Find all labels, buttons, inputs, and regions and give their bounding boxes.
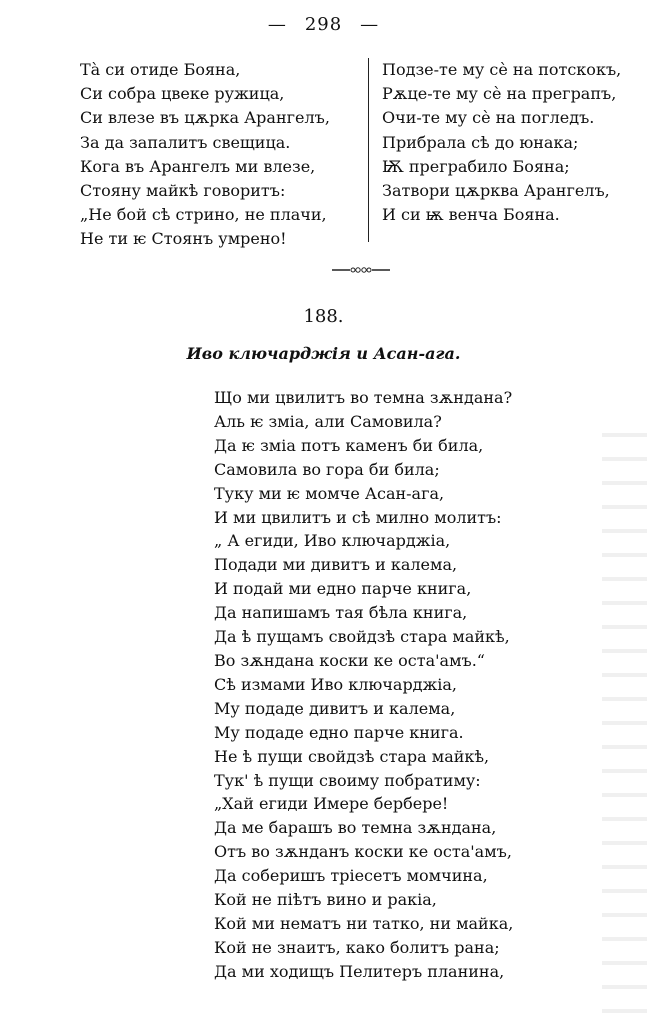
verse-line: И подай ми едно парче книга, [214, 579, 472, 599]
verse-line: Да напишамъ тая бѣла книга, [214, 603, 468, 623]
verse-line: Тук' ѣ пущи своиму побратиму: [214, 770, 481, 790]
verse-line: Подади ми дивитъ и калема, [214, 555, 458, 575]
verse-line: „Хай егиди Имере бербере! [214, 794, 449, 814]
verse-line: Кога въ Арангелъ ми влезе, [80, 156, 316, 176]
column-divider [368, 58, 369, 242]
verse-line: Рѫце-те му сѐ на преграпъ, [382, 84, 617, 104]
verse-line: „ А егиди, Иво ключарджiа, [214, 531, 451, 551]
verse-line: Му подаде дивитъ и калема, [214, 698, 456, 718]
verse-line: Самовила во гора би била; [214, 459, 440, 479]
verse-line: Си влезе въ цѫрка Арангелъ, [80, 108, 330, 128]
poem-title: Иво ключарджія и Асан-ага. [186, 344, 461, 363]
poem-number: 188. [303, 306, 344, 327]
verse-line: За да запалитъ свещица. [80, 132, 291, 152]
verse-line: Ѭ преграбило Бояна; [382, 156, 570, 176]
dash-left: — [267, 14, 287, 35]
verse-line: Затвори цѫрква Арангелъ, [382, 181, 610, 201]
verse-line: Да ѣ пущамъ свойдзѣ стара майкѣ, [214, 627, 510, 647]
verse-line: Да ми ходищъ Пелитеръ планина, [214, 961, 505, 981]
verse-line: Да ѥ змiа потъ каменъ би била, [214, 435, 484, 455]
verse-line: И си ѭ венча Бояна. [382, 205, 560, 225]
verse-line: Отъ во зѫнданъ коски ке оста'амъ, [214, 842, 512, 862]
verse-line: Си собра цвеке ружица, [80, 84, 285, 104]
verse-line: Що ми цвилитъ во темна зѫндана? [214, 388, 513, 407]
verse-line: Сѣ измами Иво ключарджiа, [214, 674, 457, 694]
verse-line: Туку ми ѥ момче Асан-ага, [214, 483, 445, 503]
verse-line: Подзе-те му сѐ на потскокъ, [382, 60, 622, 79]
verse-line: Кой не знаитъ, како болитъ рана; [214, 937, 500, 957]
verse-line: Аль ѥ змiа, али Самовила? [214, 411, 442, 431]
verse-line: „Не бой сѣ стрино, не плачи, [80, 205, 327, 225]
verse-line: Му подаде едно парче книга. [214, 722, 464, 742]
verse-line: Очи-те му сѐ на погледъ. [382, 108, 595, 128]
ornament-divider-icon [332, 264, 390, 276]
poem-body [214, 386, 513, 984]
top-poem-right-column [382, 58, 621, 227]
page-number-value: 298 [304, 14, 343, 35]
page-number [0, 14, 647, 35]
verse-line: Стояну майкѣ говоритъ: [80, 181, 286, 201]
verse-line: Тà си отиде Бояна, [80, 60, 241, 79]
verse-line: Да ме барашъ во темна зѫндана, [214, 818, 497, 838]
dash-right: — [360, 14, 380, 35]
verse-line: Да соберишъ трiесетъ момчина, [214, 866, 488, 886]
verse-line: Не ти ѥ Стоянъ умрено! [80, 229, 287, 249]
verse-line: Не ѣ пущи свойдзѣ стара майкѣ, [214, 746, 490, 766]
verse-line: Кой ми нематъ ни татко, ни майка, [214, 913, 514, 933]
show-through-texture [602, 420, 647, 1020]
verse-line: Прибрала сѣ до юнака; [382, 132, 579, 152]
top-poem-left-column [80, 58, 330, 252]
verse-line: Во зѫндана коски ке оста'амъ.“ [214, 650, 485, 670]
verse-line: И ми цвилитъ и сѣ милно молитъ: [214, 507, 502, 527]
verse-line: Кой не пiѣтъ вино и ракiа, [214, 890, 437, 910]
